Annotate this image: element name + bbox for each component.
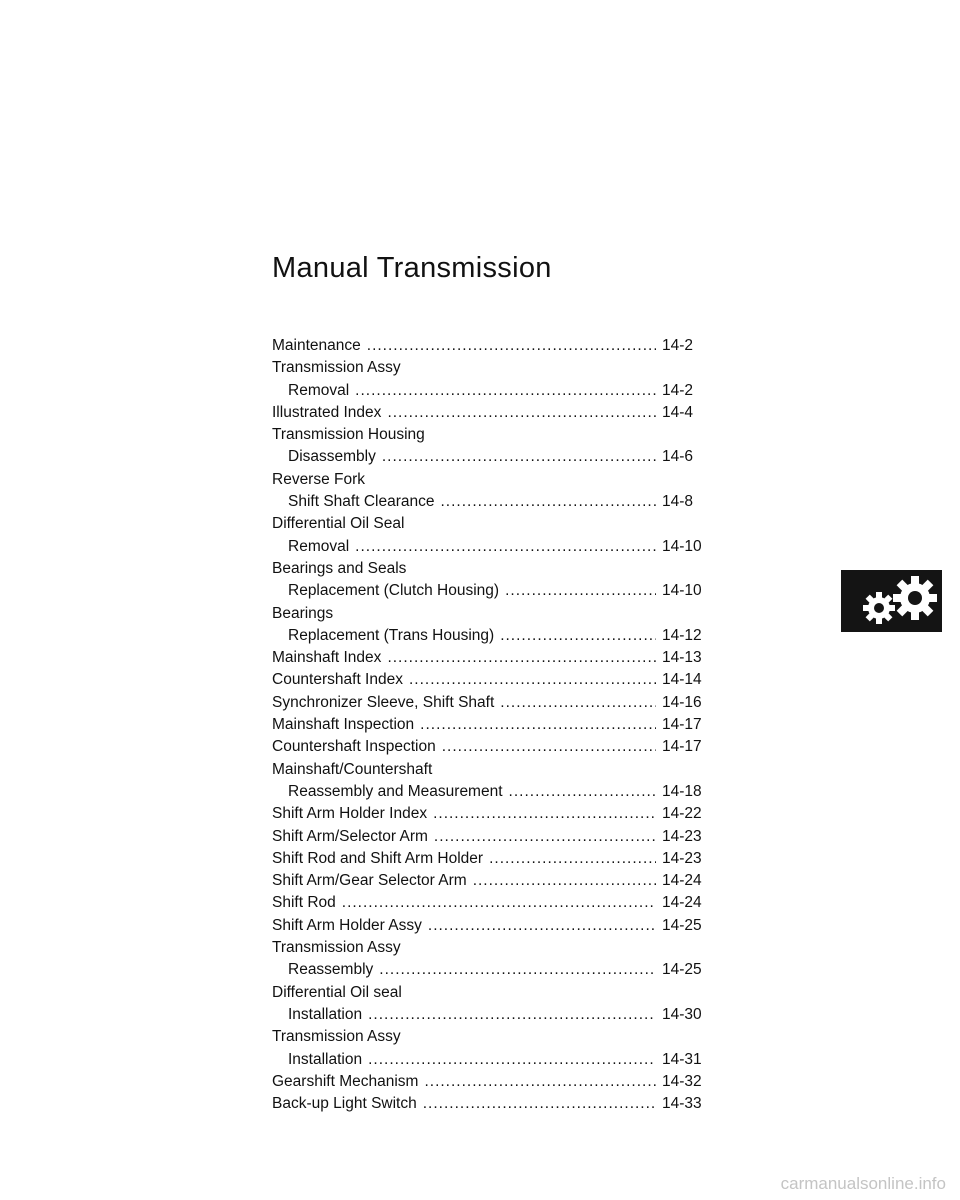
toc-entry bbox=[272, 402, 714, 424]
toc-entry bbox=[272, 1049, 714, 1071]
toc-heading bbox=[272, 424, 714, 446]
toc-entry-label: Mainshaft Inspection bbox=[272, 716, 415, 734]
dot-leader bbox=[355, 536, 656, 558]
toc-entry-label: Removal bbox=[288, 381, 350, 399]
toc-entry-label: Shift Arm/Selector Arm bbox=[272, 827, 428, 845]
dot-leader bbox=[367, 335, 656, 357]
toc-page-number: 14-4 bbox=[662, 403, 694, 421]
toc-page-number: 14-30 bbox=[662, 1005, 702, 1023]
toc-entry-label: Shift Arm/Gear Selector Arm bbox=[272, 872, 467, 890]
toc-page-number: 14-18 bbox=[662, 782, 702, 800]
toc-page-number: 14-10 bbox=[662, 582, 702, 600]
toc-page-number: 14-22 bbox=[662, 805, 702, 823]
dot-leader bbox=[428, 915, 656, 937]
toc-page-number: 14-25 bbox=[662, 916, 702, 934]
toc-entry-label: Removal bbox=[288, 537, 350, 555]
toc-entry bbox=[272, 380, 714, 402]
toc-entry-label: Bearings bbox=[272, 604, 334, 622]
toc-entry bbox=[272, 781, 714, 803]
toc-entry bbox=[272, 736, 714, 758]
toc-entry-label: Replacement (Trans Housing) bbox=[288, 626, 495, 644]
dot-leader bbox=[387, 402, 656, 424]
toc-entry bbox=[272, 1004, 714, 1026]
toc-entry-label: Shift Arm Holder Assy bbox=[272, 916, 422, 934]
toc-page-number: 14-33 bbox=[662, 1095, 702, 1113]
toc-entry bbox=[272, 446, 714, 468]
dot-leader bbox=[509, 781, 656, 803]
toc-page-number: 14-17 bbox=[662, 738, 702, 756]
toc-entry-label: Installation bbox=[288, 1005, 363, 1023]
toc-entry-label: Countershaft Inspection bbox=[272, 738, 436, 756]
toc-entry-label: Reverse Fork bbox=[272, 470, 366, 488]
toc-entry-label: Replacement (Clutch Housing) bbox=[288, 582, 500, 600]
toc-entry-label: Differential Oil seal bbox=[272, 983, 402, 1001]
toc-entry bbox=[272, 959, 714, 981]
watermark: carmanualsonline.info bbox=[780, 1174, 946, 1193]
toc-entry-label: Back-up Light Switch bbox=[272, 1095, 417, 1113]
dot-leader bbox=[500, 625, 656, 647]
toc-entry bbox=[272, 714, 714, 736]
dot-leader bbox=[342, 892, 656, 914]
toc-heading bbox=[272, 1026, 714, 1048]
toc-entry bbox=[272, 870, 714, 892]
dot-leader bbox=[424, 1071, 656, 1093]
toc-entry-label: Transmission Assy bbox=[272, 1028, 401, 1046]
dot-leader bbox=[387, 647, 656, 669]
toc-heading bbox=[272, 603, 714, 625]
toc-entry bbox=[272, 826, 714, 848]
toc-entry bbox=[272, 647, 714, 669]
toc-entry-label: Disassembly bbox=[288, 448, 376, 466]
toc-page-number: 14-23 bbox=[662, 827, 702, 845]
toc-entry-label: Synchronizer Sleeve, Shift Shaft bbox=[272, 693, 495, 711]
toc-entry-label: Countershaft Index bbox=[272, 671, 403, 689]
toc-entry-label: Transmission Assy bbox=[272, 359, 401, 377]
toc-page-number: 14-23 bbox=[662, 849, 702, 867]
toc-page-number: 14-2 bbox=[662, 381, 694, 399]
dot-leader bbox=[368, 1049, 656, 1071]
toc-page-number: 14-10 bbox=[662, 537, 702, 555]
toc-entry-label: Bearings and Seals bbox=[272, 559, 407, 577]
toc-page-number: 14-2 bbox=[662, 337, 694, 354]
toc-entry bbox=[272, 803, 714, 825]
toc-page-number: 14-12 bbox=[662, 626, 702, 644]
toc-entry bbox=[272, 536, 714, 558]
toc-entry-label: Reassembly and Measurement bbox=[288, 782, 503, 800]
dot-leader bbox=[434, 826, 656, 848]
toc-entry bbox=[272, 491, 714, 513]
toc-entry bbox=[272, 625, 714, 647]
toc-heading bbox=[272, 759, 714, 781]
toc-entry-label: Mainshaft Index bbox=[272, 649, 382, 667]
dot-leader bbox=[489, 848, 656, 870]
toc-entry bbox=[272, 692, 714, 714]
toc-page-number: 14-17 bbox=[662, 716, 702, 734]
toc-entry-label: Maintenance bbox=[272, 337, 361, 354]
dot-leader bbox=[368, 1004, 656, 1026]
toc-page-number: 14-24 bbox=[662, 894, 702, 912]
toc-entry-label: Transmission Housing bbox=[272, 426, 425, 444]
dot-leader bbox=[355, 380, 656, 402]
toc-page-number: 14-6 bbox=[662, 448, 694, 466]
dot-leader bbox=[500, 692, 656, 714]
toc-entry-label: Shift Rod and Shift Arm Holder bbox=[272, 849, 484, 867]
toc-entry-label: Gearshift Mechanism bbox=[272, 1072, 419, 1090]
toc-heading bbox=[272, 982, 714, 1004]
toc-entry-label: Differential Oil Seal bbox=[272, 515, 405, 533]
dot-leader bbox=[473, 870, 656, 892]
toc-page-number: 14-8 bbox=[662, 493, 694, 511]
toc-entry-label: Shift Arm Holder Index bbox=[272, 805, 428, 823]
toc-entry bbox=[272, 1093, 714, 1115]
toc-page-number: 14-24 bbox=[662, 872, 702, 890]
toc-entry bbox=[272, 580, 714, 602]
toc-page-number: 14-14 bbox=[662, 671, 702, 689]
toc-entry-label: Shift Shaft Clearance bbox=[288, 493, 435, 511]
table-of-contents bbox=[272, 335, 714, 1115]
toc-page-number: 14-16 bbox=[662, 693, 702, 711]
toc-entry bbox=[272, 892, 714, 914]
dot-leader bbox=[409, 669, 656, 691]
dot-leader bbox=[420, 714, 656, 736]
toc-page-number: 14-13 bbox=[662, 649, 702, 667]
page-title: Manual Transmission bbox=[272, 252, 552, 284]
toc-heading bbox=[272, 513, 714, 535]
toc-entry bbox=[272, 915, 714, 937]
toc-heading bbox=[272, 469, 714, 491]
dot-leader bbox=[442, 736, 656, 758]
toc-entry bbox=[272, 335, 714, 357]
dot-leader bbox=[423, 1093, 656, 1115]
toc-entry-label: Reassembly bbox=[288, 961, 374, 979]
toc-entry-label: Illustrated Index bbox=[272, 403, 382, 421]
dot-leader bbox=[433, 803, 656, 825]
toc-entry bbox=[272, 848, 714, 870]
toc-page-number: 14-31 bbox=[662, 1050, 702, 1068]
gears-icon bbox=[841, 570, 942, 632]
toc-entry-label: Shift Rod bbox=[272, 894, 336, 912]
toc-entry bbox=[272, 669, 714, 691]
dot-leader bbox=[382, 446, 656, 468]
toc-page-number: 14-32 bbox=[662, 1072, 702, 1090]
toc-entry-label: Installation bbox=[288, 1050, 363, 1068]
toc-heading bbox=[272, 937, 714, 959]
toc-entry bbox=[272, 1071, 714, 1093]
dot-leader bbox=[440, 491, 656, 513]
toc-entry-label: Transmission Assy bbox=[272, 939, 401, 957]
dot-leader bbox=[505, 580, 656, 602]
dot-leader bbox=[379, 959, 656, 981]
toc-heading bbox=[272, 558, 714, 580]
toc-page-number: 14-25 bbox=[662, 961, 702, 979]
toc-entry-label: Mainshaft/Countershaft bbox=[272, 760, 433, 778]
toc-heading bbox=[272, 357, 714, 379]
